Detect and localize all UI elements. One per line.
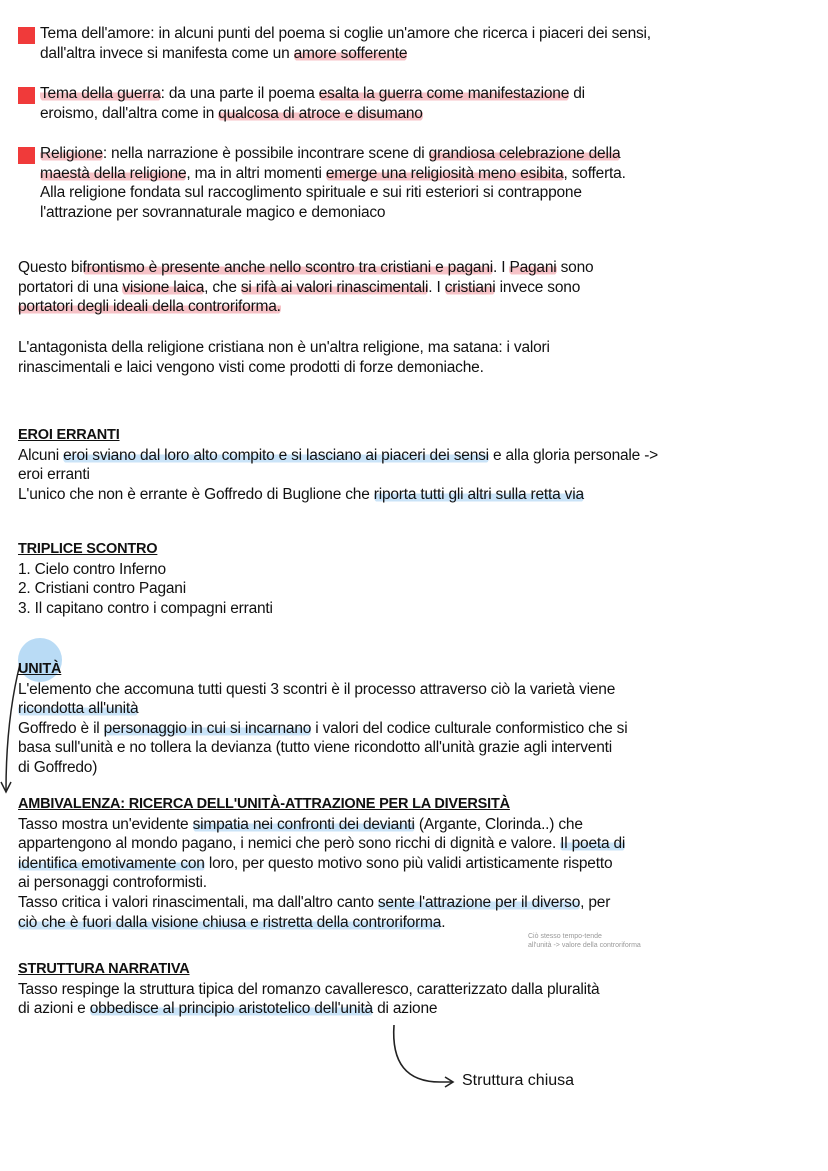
bullet-square bbox=[18, 27, 35, 44]
highlighted-text: emerge una religiosità meno esibita bbox=[325, 164, 564, 182]
bullet-square bbox=[18, 147, 35, 164]
text-segment: appartengono al mondo pagano, i nemici che però sono ricchi di dignità e valore. bbox=[18, 835, 561, 853]
text-segment: L'elemento che accomuna tutti questi 3 scontri è il processo attraverso ciò la varietà viene bbox=[18, 680, 616, 698]
text-line bbox=[18, 854, 625, 874]
section-heading: STRUTTURA NARRATIVA bbox=[18, 961, 190, 977]
text-segment: loro, per questo motivo sono più validi artisticamente rispetto bbox=[204, 854, 613, 872]
text-segment: Tasso mostra un'evidente bbox=[18, 815, 193, 833]
highlighted-text: simpatia nei confronti dei devianti bbox=[192, 815, 415, 833]
text-line bbox=[40, 104, 585, 124]
text-line bbox=[18, 893, 625, 913]
unita-section bbox=[18, 660, 627, 778]
text-segment: i valori del codice culturale conformistico che si bbox=[311, 719, 628, 737]
text-line bbox=[40, 164, 626, 184]
text-line bbox=[18, 719, 627, 739]
text-segment: Alcuni bbox=[18, 446, 64, 464]
text-segment: 2. Cristiani contro Pagani bbox=[18, 580, 186, 598]
text-segment: rinascimentali e laici vengono visti come prodotti di forze demoniache. bbox=[18, 358, 484, 376]
highlighted-text: amore sofferente bbox=[293, 44, 408, 62]
section-heading: TRIPLICE SCONTRO bbox=[18, 541, 158, 557]
text-line bbox=[18, 999, 599, 1019]
triplice-scontro-section bbox=[18, 540, 273, 618]
text-segment: di azioni e bbox=[18, 1000, 90, 1018]
highlighted-text: sente l'attrazione per il diverso bbox=[377, 893, 581, 911]
text-line bbox=[18, 815, 625, 835]
section-heading: AMBIVALENZA: RICERCA DELL'UNITÀ-ATTRAZIONE PER LA DIVERSITÀ bbox=[18, 796, 510, 812]
text-segment: Goffredo è il bbox=[18, 719, 104, 737]
text-segment: ai personaggi controformisti. bbox=[18, 874, 207, 892]
highlighted-text: Tema della guerra bbox=[40, 85, 161, 102]
text-segment: L'antagonista della religione cristiana non è un'altra religione, ma satana: i valori bbox=[18, 339, 550, 356]
text-segment: unico che non è errante è Goffredo di Buglione che bbox=[29, 485, 374, 503]
highlighted-text: eroi sviano dal loro alto compito e si lasciano ai piaceri dei sensi bbox=[63, 446, 489, 464]
text-segment: . bbox=[441, 913, 446, 931]
religione-paragraph bbox=[40, 144, 626, 222]
tema-guerra-paragraph bbox=[40, 84, 585, 123]
eroi-erranti-section bbox=[18, 426, 658, 504]
text-line bbox=[18, 465, 658, 485]
text-segment: . I bbox=[493, 259, 510, 276]
section-heading: EROI ERRANTI bbox=[18, 427, 120, 443]
highlighted-text: maestà della religione bbox=[40, 164, 187, 182]
text-segment: portatori di una bbox=[18, 278, 123, 296]
text-segment: 3. Il capitano contro i compagni erranti bbox=[18, 599, 273, 617]
text-segment: e alla gloria personale -> bbox=[488, 446, 659, 464]
text-segment: , sofferta. bbox=[563, 164, 626, 182]
section-heading: UNITÀ bbox=[18, 661, 62, 677]
highlighted-text: obbedisce al principio aristotelico dell'unità bbox=[89, 1000, 373, 1018]
text-segment: eroi erranti bbox=[18, 466, 90, 484]
text-segment: 1. Cielo contro Inferno bbox=[18, 560, 166, 578]
text-segment: : in alcuni punti del poema si coglie un'amore che bbox=[150, 25, 483, 42]
text-line bbox=[18, 680, 627, 700]
highlighted-text: si rifà ai valori rinascimentali bbox=[240, 278, 429, 296]
text-segment: ricerca i piaceri dei sensi bbox=[482, 25, 647, 42]
text-segment: invece sono bbox=[495, 278, 581, 296]
text-line bbox=[18, 338, 550, 358]
tema-amore-paragraph bbox=[40, 24, 651, 63]
antagonista-paragraph bbox=[18, 338, 550, 377]
highlighted-text: ciò che è fuori dalla visione chiusa e ristretta della controriforma bbox=[18, 913, 442, 931]
text-segment: Tasso respinge la struttura tipica del romanzo cavalleresco, caratterizzato dalla pluralità bbox=[18, 980, 600, 998]
highlighted-text: Religione bbox=[40, 145, 103, 162]
bifrontismo-paragraph bbox=[18, 258, 593, 317]
text-segment: : da una parte il poema bbox=[160, 85, 319, 102]
text-line bbox=[18, 834, 625, 854]
text-line bbox=[18, 358, 550, 378]
text-segment: : nella narrazione è possibile incontrare scene di bbox=[102, 145, 429, 162]
highlighted-text: grandiosa celebrazione della bbox=[428, 145, 621, 162]
highlighted-text: Pagani bbox=[509, 259, 557, 276]
text-line bbox=[18, 758, 627, 778]
side-note bbox=[528, 932, 641, 950]
text-segment: , bbox=[646, 25, 651, 42]
side-note-line: all'unità -> valore della controriforma bbox=[528, 942, 641, 949]
text-line bbox=[18, 699, 627, 719]
highlighted-text: identifica emotivamente con bbox=[18, 854, 205, 872]
highlighted-text: visione laica bbox=[122, 278, 205, 296]
text-line bbox=[40, 84, 585, 104]
text-segment: Alla religione fondata sul raccoglimento spirituale e sui riti esteriori si contrappone bbox=[40, 184, 582, 202]
ambivalenza-section bbox=[18, 795, 625, 932]
highlighted-text: qualcosa di atroce e disumano bbox=[218, 104, 423, 122]
highlighted-text: frontismo è presente anche nello scontro tra cristiani e pagani bbox=[82, 259, 493, 276]
text-segment: . I bbox=[428, 278, 445, 296]
highlighted-text: Il poeta di bbox=[560, 835, 626, 853]
text-line bbox=[18, 258, 593, 278]
text-segment: Tasso critica i valori rinascimentali, ma dall'altro canto bbox=[18, 893, 378, 911]
text-line bbox=[18, 599, 273, 619]
struttura-arrow bbox=[394, 1025, 452, 1082]
text-line bbox=[18, 446, 658, 466]
text-segment: , che bbox=[204, 278, 241, 296]
text-segment: eroismo, dall'altra come in bbox=[40, 104, 219, 122]
text-segment: di Goffredo) bbox=[18, 758, 98, 776]
highlighted-text: cristiani bbox=[444, 278, 496, 296]
side-note-line: Ciò stesso tempo-tende bbox=[528, 933, 602, 940]
text-line bbox=[40, 44, 651, 64]
text-line bbox=[40, 24, 651, 44]
text-segment: l'attrazione per sovrannaturale magico e demoniaco bbox=[40, 203, 386, 221]
text-line bbox=[40, 144, 626, 164]
bullet-square bbox=[18, 87, 35, 104]
text-segment: Tema dell'amore bbox=[40, 25, 151, 42]
highlighted-text: ricondotta all'unità bbox=[18, 700, 139, 718]
text-line bbox=[18, 485, 658, 505]
text-segment: sono bbox=[556, 259, 594, 276]
text-segment: Questo bi bbox=[18, 259, 83, 276]
text-line bbox=[18, 297, 593, 317]
text-line bbox=[18, 278, 593, 298]
highlighted-text: portatori degli ideali della controriforma. bbox=[18, 298, 281, 316]
text-line bbox=[18, 560, 273, 580]
text-line bbox=[40, 203, 626, 223]
text-segment: , ma in altri momenti bbox=[186, 164, 326, 182]
text-line bbox=[18, 980, 599, 1000]
text-segment: di bbox=[569, 85, 585, 102]
struttura-narrativa-section bbox=[18, 960, 599, 1019]
text-segment: dall'altra invece si manifesta come un bbox=[40, 44, 294, 62]
text-line bbox=[18, 913, 625, 933]
text-segment: di azione bbox=[372, 1000, 438, 1018]
highlighted-text: esalta la guerra come manifestazione bbox=[318, 85, 570, 102]
text-segment: (Argante, Clorinda..) che bbox=[414, 815, 583, 833]
highlighted-text: riporta tutti gli altri sulla retta via bbox=[373, 485, 584, 503]
struttura-chiusa-label: Struttura chiusa bbox=[462, 1072, 575, 1089]
highlighted-text: personaggio in cui si incarnano bbox=[103, 719, 312, 737]
text-line bbox=[18, 738, 627, 758]
text-line bbox=[40, 183, 626, 203]
text-segment: , per bbox=[580, 893, 611, 911]
text-segment: basa sull'unità e no tollera la devianza (tutto viene ricondotto all'unità grazie agli interventi bbox=[18, 739, 612, 757]
text-line bbox=[18, 873, 625, 893]
text-segment: L' bbox=[18, 485, 30, 503]
text-line bbox=[18, 579, 273, 599]
